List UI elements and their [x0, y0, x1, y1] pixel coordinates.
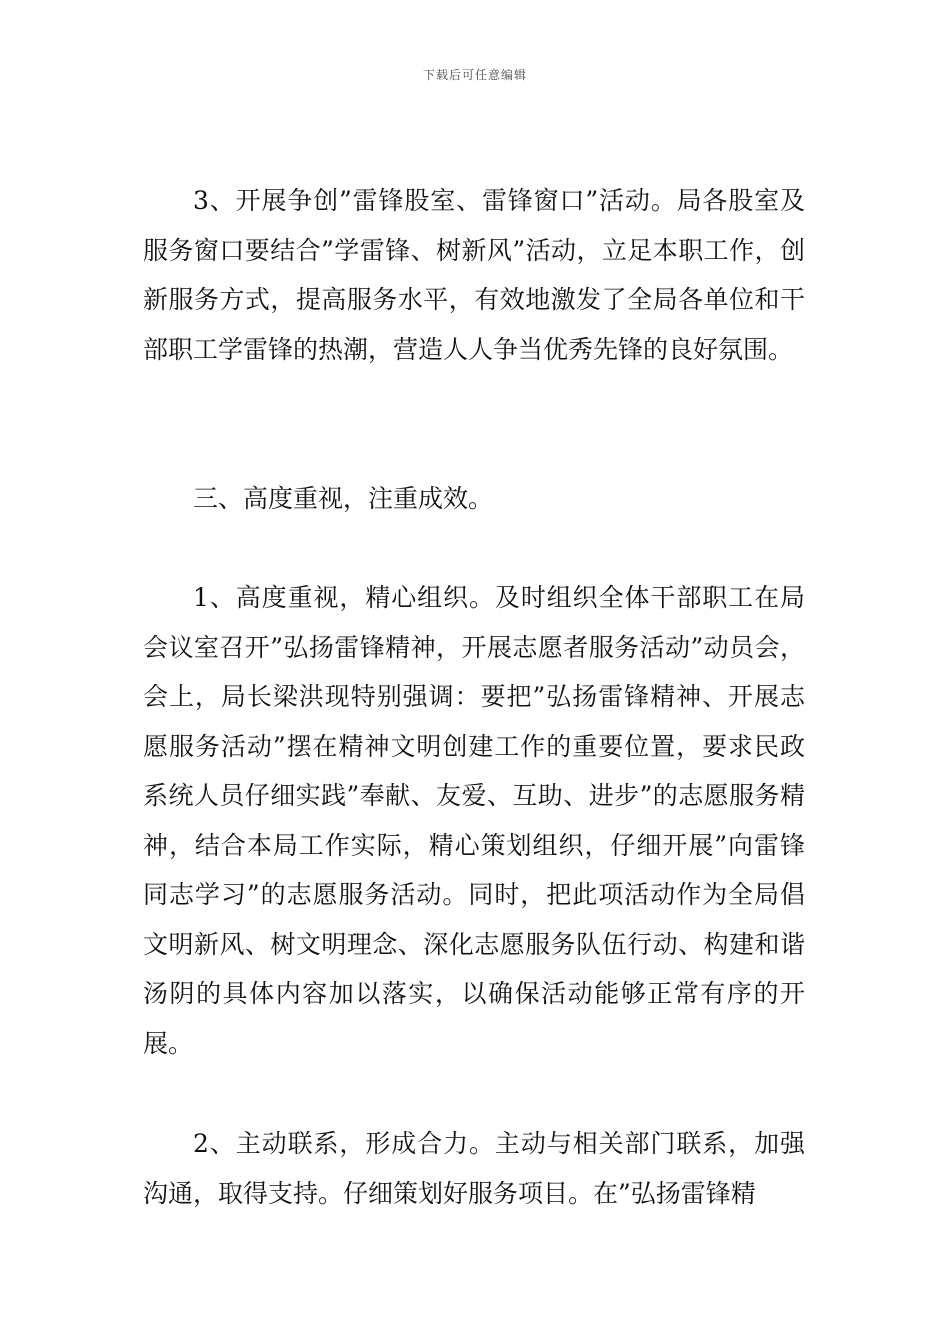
section-heading-three: 三、高度重视，注重成效。: [193, 484, 494, 513]
paragraph-high-attention: 1、高度重视，精心组织。及时组织全体干部职工在局会议室召开”弘扬雷锋精神，开展志愿者服务活动”动员会，会上，局长梁洪现特别强调：要把”弘扬雷锋精神、开展志愿服务活动”摆在精神文明创建工作的重要位置，要求民政系统人员仔细实践”奉献、友爱、互助、进步”的志愿服务精神，结合本局工作实际，精心策划组织，仔细开展”向雷锋同志学习”的志愿服务活动。同时，把此项活动作为全局倡文明新风、树文明理念、深化志愿服务队伍行动、构建和谐汤阴的具体内容加以落实，以确保活动能够正常有序的开展。: [143, 583, 805, 1058]
header-note: 下载后可任意编辑: [422, 68, 527, 82]
paragraph-lei-feng-activity: 3、开展争创”雷锋股室、雷锋窗口”活动。局各股室及服务窗口要结合”学雷锋、树新风”活动，立足本职工作，创新服务方式，提高服务水平，有效地激发了全局各单位和干部职工学雷锋的热潮，营造人人争当优秀先锋的良好氛围。: [143, 186, 805, 364]
paragraph-active-contact: 2、主动联系，形成合力。主动与相关部门联系，加强沟通，取得支持。仔细策划好服务项目。在”弘扬雷锋精: [143, 1129, 805, 1208]
